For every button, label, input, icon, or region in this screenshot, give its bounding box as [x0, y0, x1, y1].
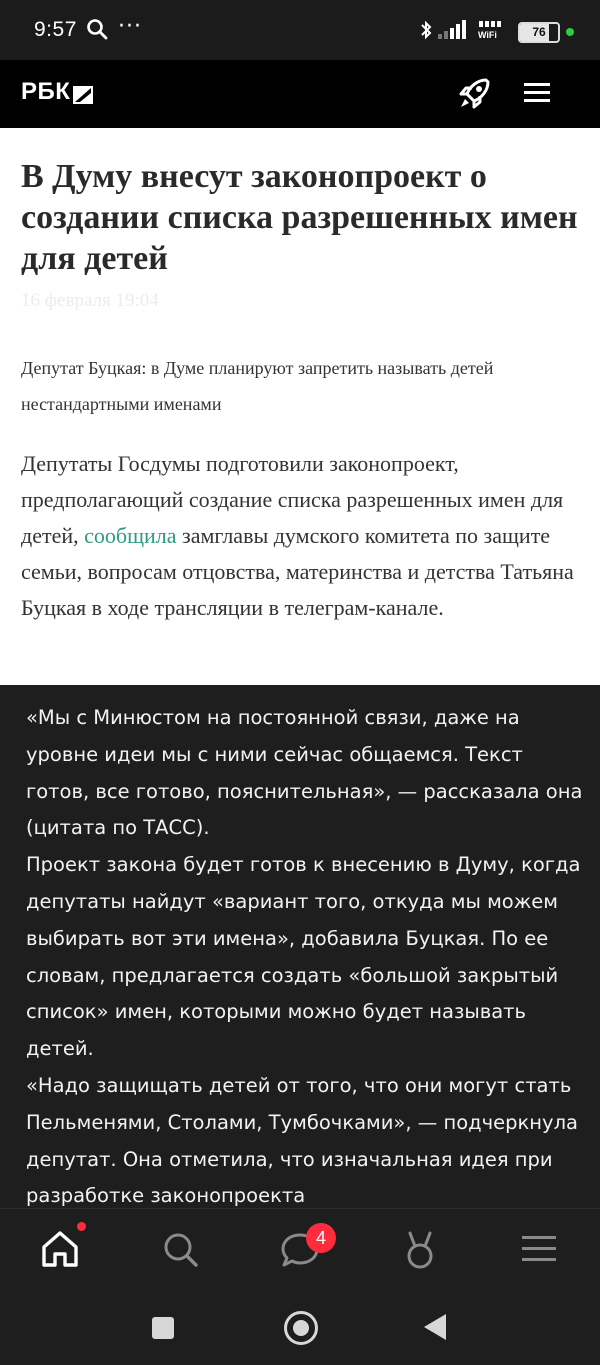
app-header — [0, 60, 600, 128]
source-link[interactable]: сообщила — [84, 523, 177, 548]
rbc-logo[interactable] — [21, 78, 93, 106]
bunny-icon — [398, 1227, 442, 1271]
article-header — [0, 128, 600, 685]
home-button-dot — [293, 1320, 309, 1336]
privacy-indicator-dot — [566, 28, 574, 36]
body-paragraph: «Мы с Минюстом на постоянной связи, даже на уровне идеи мы с ними сейчас общаемся. Текст готов, все готово, пояснительная», — рассказала она (цитата по ТАСС). — [26, 706, 583, 840]
body-paragraph: «Надо защищать детей от того, что они могут стать Пельменями, Столами, Тумбочками», — подчеркнула депутат. Она отметила, что изначальная идея при разработке законопроекта — [26, 1073, 578, 1208]
article-body — [26, 700, 586, 1215]
bluetooth-icon — [420, 20, 432, 44]
battery-level: 76 — [532, 24, 546, 39]
nav-services[interactable] — [398, 1227, 442, 1271]
logo-text: РБК — [21, 78, 71, 105]
nav-menu[interactable] — [518, 1227, 562, 1271]
status-time: 9:57 — [34, 18, 77, 41]
article-subtitle: Депутат Буцкая: в Думе планируют запретить называть детей нестандартными именами — [21, 358, 494, 414]
rocket-icon[interactable] — [456, 74, 494, 112]
body-paragraph: Проект закона будет готов к внесению в Думу, когда депутаты найдут «вариант того, откуда мы можем выбирать вот эти имена», добавила Буцкая. По ее словам, предлагается создать «большой закрытый список» имен, которыми можно будет называть детей. — [26, 853, 581, 1061]
lead-text-start: Депутаты Госдумы подготовили законопроект, предполагающий создание списка разрешенных имен для детей, — [21, 451, 564, 548]
hamburger-icon — [518, 1227, 562, 1271]
back-button[interactable] — [424, 1314, 446, 1340]
signal-icon — [438, 20, 472, 44]
article-date: 16 февраля 19:04 — [21, 290, 159, 311]
recent-apps-button[interactable] — [152, 1317, 174, 1339]
messages-badge: 4 — [306, 1223, 336, 1253]
nav-search[interactable] — [158, 1227, 202, 1271]
more-notifications-icon: ··· — [118, 14, 142, 39]
battery-icon — [518, 22, 560, 43]
wifi-label: WiFi — [478, 30, 497, 40]
system-nav-bar — [0, 1290, 600, 1365]
logo-mark-icon — [73, 83, 93, 101]
search-icon — [158, 1227, 202, 1271]
wifi-icon — [478, 20, 512, 44]
bottom-nav — [0, 1208, 600, 1291]
status-indicators — [420, 20, 574, 44]
status-bar — [0, 0, 600, 60]
menu-icon[interactable] — [524, 81, 550, 105]
search-icon — [86, 18, 108, 44]
nav-home[interactable] — [38, 1227, 82, 1271]
article-headline: В Думу внесут законопроект о создании списка разрешенных имен для детей — [21, 158, 578, 277]
article-lead — [21, 446, 581, 626]
home-notification-dot — [77, 1222, 86, 1231]
home-icon — [38, 1227, 82, 1271]
lead-text-end: замглавы думского комитета по защите семьи, вопросам отцовства, материнства и детства Татьяна Буцкая в ходе трансляции в телеграм-канале. — [21, 523, 574, 620]
